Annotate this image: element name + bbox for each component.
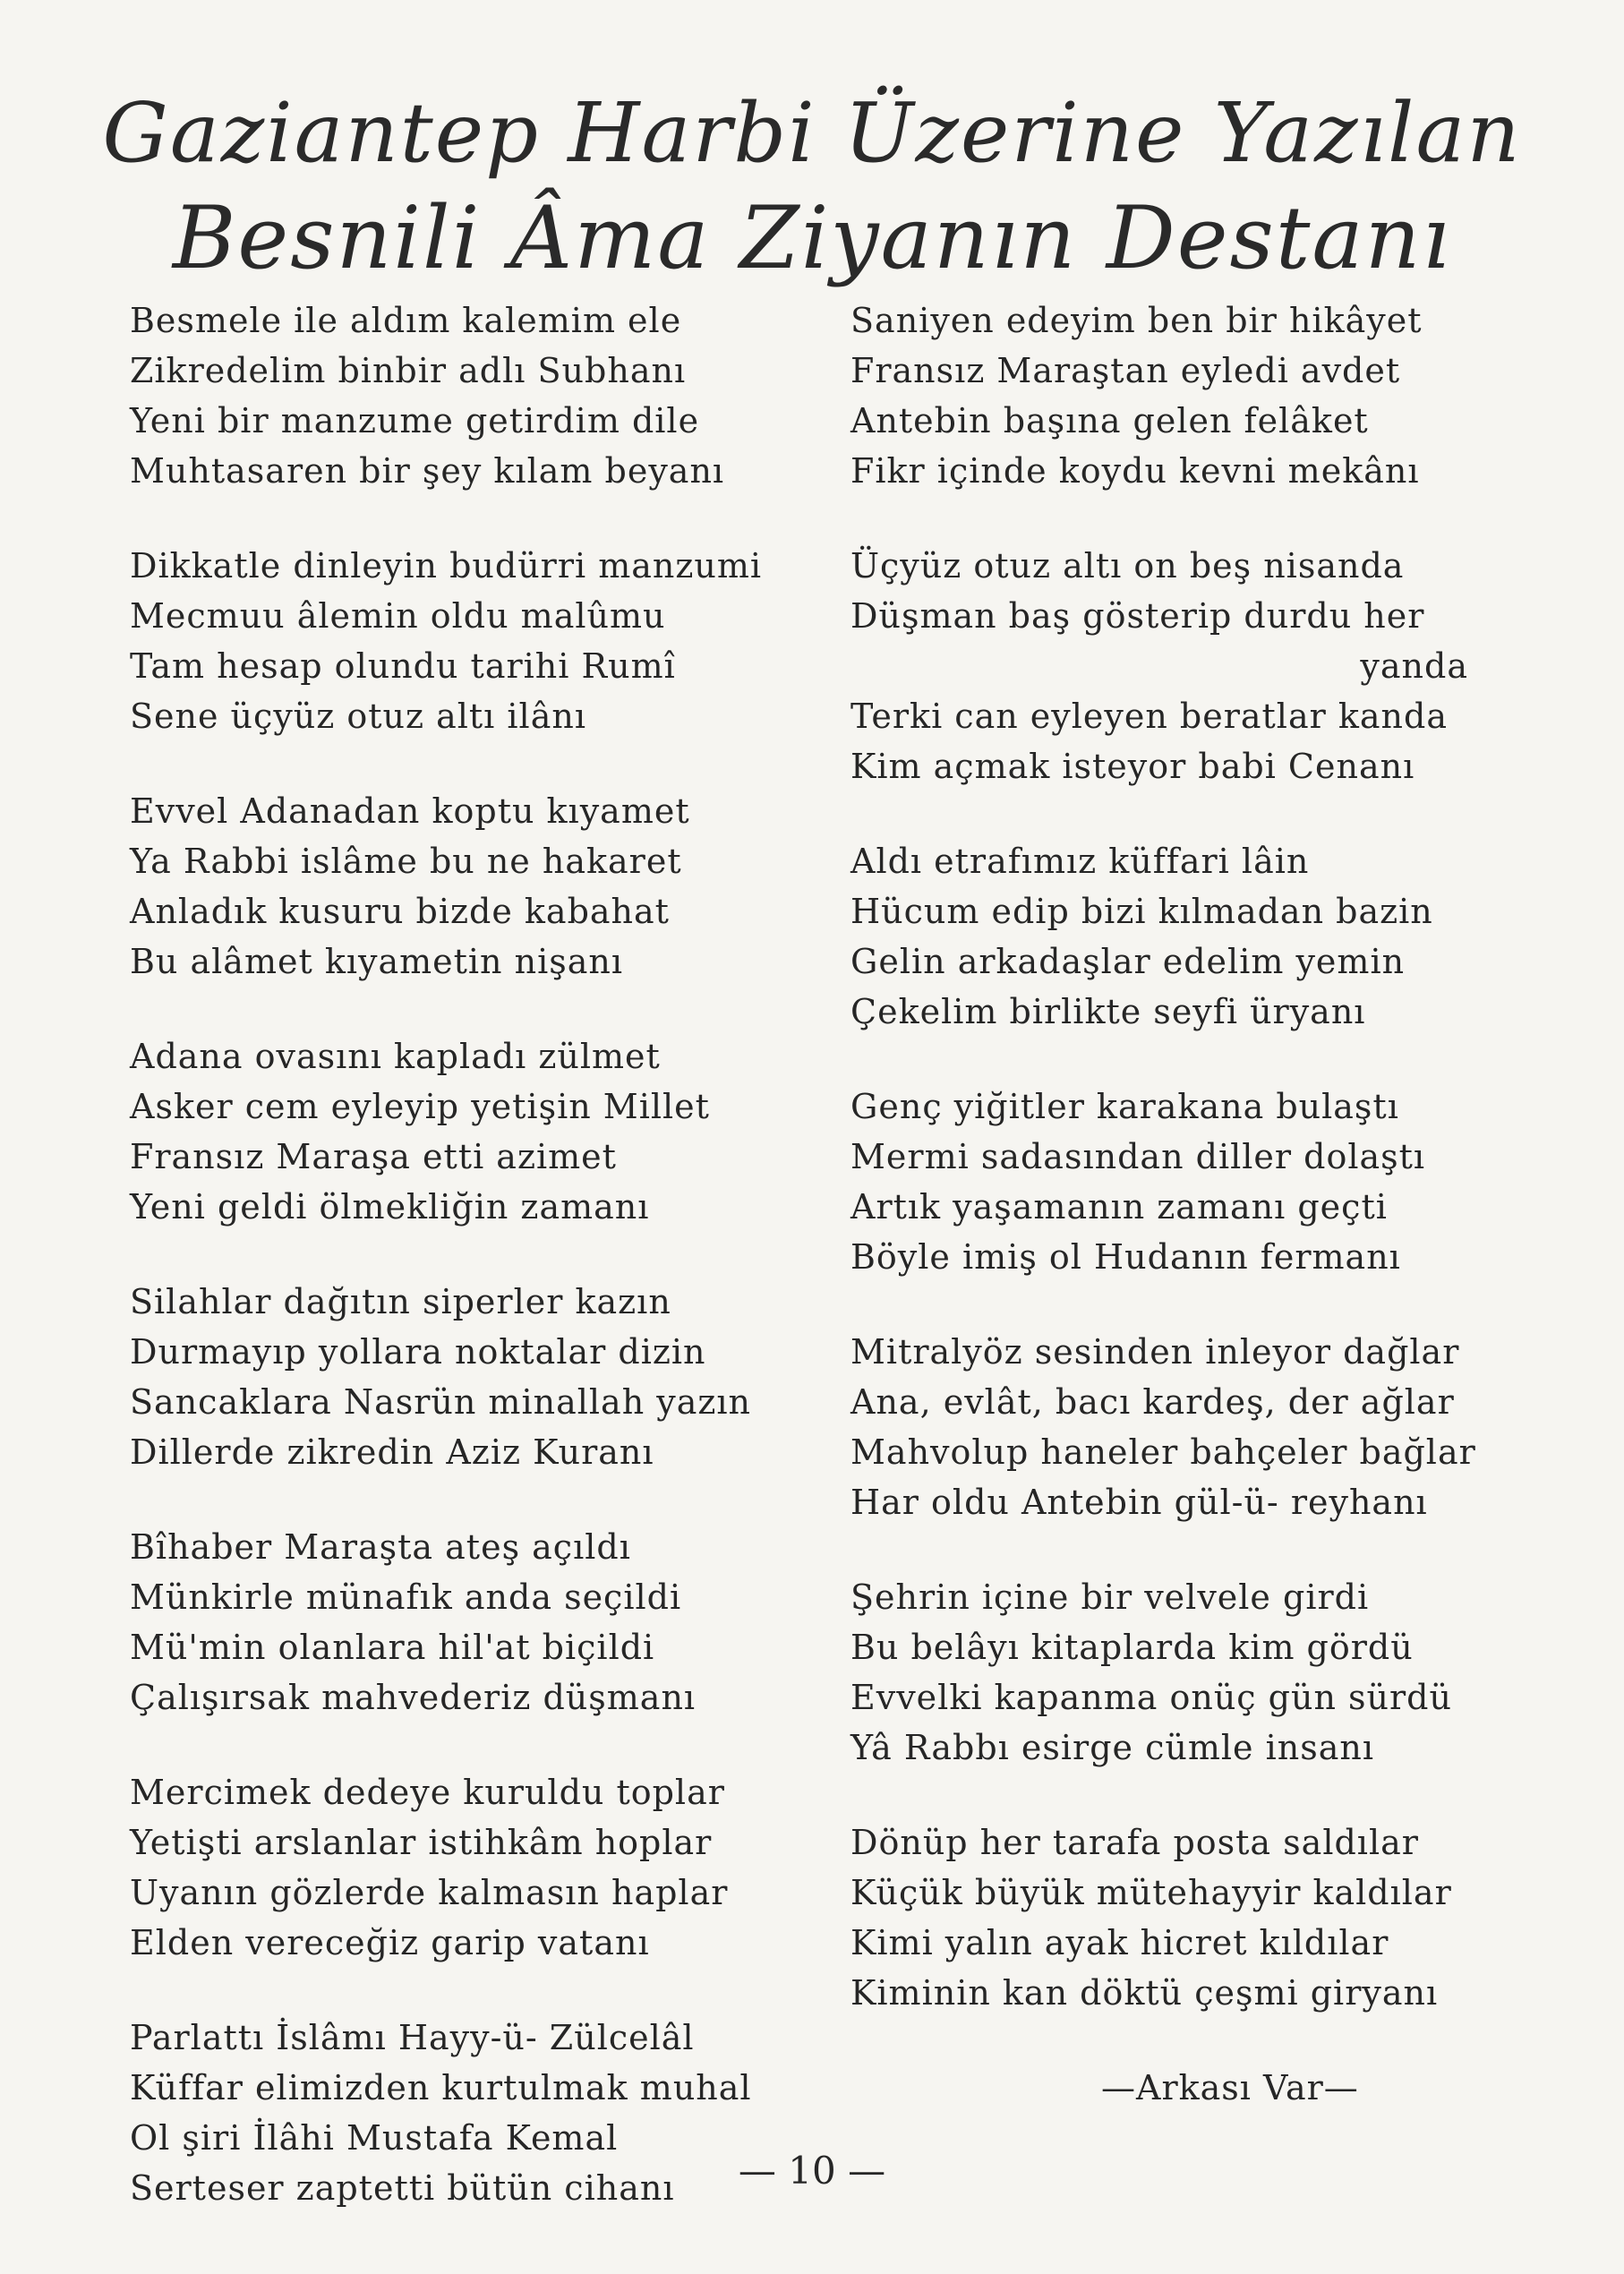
stanza — [130, 541, 864, 741]
stanza — [130, 1277, 864, 1477]
verse-line: Genç yiğitler karakana bulaştı — [850, 1087, 1399, 1126]
page-subtitle: Besnili Âma Ziyanın Destanı — [172, 188, 1452, 288]
stanza — [850, 1817, 1585, 2018]
verse-line: Bu belâyı kitaplarda kim gördü — [850, 1628, 1414, 1667]
verse-line: Yeni bir manzume getirdim dile — [130, 401, 700, 440]
verse-line: Sene üçyüz otuz altı ilânı — [130, 697, 586, 736]
verse-line: Dönüp her tarafa posta saldılar — [850, 1823, 1419, 1862]
verse-line: Parlattı İslâmı Hayy-ü- Zülcelâl — [130, 2018, 695, 2057]
verse-line: Fransız Maraştan eyledi avdet — [850, 351, 1401, 390]
verse-line: Mercimek dedeye kuruldu toplar — [130, 1773, 725, 1812]
verse-line: Har oldu Antebin gül-ü- reyhanı — [850, 1483, 1428, 1522]
verse-line: Fikr içinde koydu kevni mekânı — [850, 451, 1420, 491]
verse-line: Uyanın gözlerde kalmasın haplar — [130, 1873, 729, 1912]
verse-line: Elden vereceğiz garip vatanı — [130, 1923, 650, 1962]
right-column — [850, 295, 1585, 2063]
continued-note: —Arkası Var— — [1101, 2068, 1359, 2107]
stanza — [850, 541, 1585, 791]
verse-line: Ana, evlât, bacı kardeş, der ağlar — [850, 1382, 1455, 1422]
verse-line: Saniyen edeyim ben bir hikâyet — [850, 301, 1423, 340]
verse-line: Mermi sadasından diller dolaştı — [850, 1137, 1426, 1176]
stanza — [130, 786, 864, 987]
verse-line: Mahvolup haneler bahçeler bağlar — [850, 1432, 1476, 1472]
verse-line: Gelin arkadaşlar edelim yemin — [850, 942, 1406, 981]
stanza — [850, 836, 1585, 1037]
verse-line: Aldı etrafımız küffari lâin — [850, 842, 1310, 881]
verse-line: Şehrin içine bir velvele girdi — [850, 1577, 1370, 1617]
stanza — [850, 1327, 1585, 1527]
verse-line: Münkirle münafık anda seçildi — [130, 1577, 682, 1617]
verse-line: Mü'min olanlara hil'at biçildi — [130, 1628, 655, 1667]
verse-line: Silahlar dağıtın siperler kazın — [130, 1282, 671, 1321]
verse-line: Mitralyöz sesinden inleyor dağlar — [850, 1332, 1460, 1372]
verse-line: Ya Rabbi islâme bu ne hakaret — [130, 842, 682, 881]
left-column — [130, 295, 864, 2258]
page-title: Gaziantep Harbi Üzerine Yazılan — [102, 85, 1522, 181]
verse-line: Böyle imiş ol Hudanın fermanı — [850, 1237, 1401, 1277]
stanza — [130, 1031, 864, 1232]
verse-line: Yeni geldi ölmekliğin zamanı — [130, 1187, 650, 1227]
verse-line: Kimi yalın ayak hicret kıldılar — [850, 1923, 1389, 1962]
verse-line: Anladık kusuru bizde kabahat — [130, 892, 670, 931]
page-number: — 10 — — [738, 2149, 886, 2193]
verse-line: Kim açmak isteyor babi Cenanı — [850, 747, 1415, 786]
verse-line: Çekelim birlikte seyfi üryanı — [850, 992, 1366, 1031]
stanza — [130, 1522, 864, 1723]
stanza — [850, 295, 1585, 496]
stanza — [850, 1572, 1585, 1773]
verse-line: Üçyüz otuz altı on beş nisanda — [850, 546, 1405, 586]
verse-line: Yetişti arslanlar istihkâm hoplar — [130, 1823, 713, 1862]
verse-line: Asker cem eyleyip yetişin Millet — [130, 1087, 710, 1126]
verse-line: Artık yaşamanın zamanı geçti — [850, 1187, 1388, 1227]
verse-line: Adana ovasını kapladı zülmet — [130, 1037, 661, 1076]
verse-line: Kiminin kan döktü çeşmi giryanı — [850, 1973, 1439, 2013]
verse-line: Sancaklara Nasrün minallah yazın — [130, 1382, 752, 1422]
verse-line: Küçük büyük mütehayyir kaldılar — [850, 1873, 1452, 1912]
verse-line: Besmele ile aldım kalemim ele — [130, 301, 682, 340]
verse-line: Evvel Adanadan koptu kıyamet — [130, 791, 690, 831]
verse-line: Zikredelim binbir adlı Subhanı — [130, 351, 687, 390]
verse-line: Bîhaber Maraşta ateş açıldı — [130, 1527, 631, 1567]
verse-line: Düşman baş gösterip durdu her — [850, 596, 1425, 636]
verse-line: Dikkatle dinleyin budürri manzumi — [130, 546, 763, 586]
verse-line: Serteser zaptetti bütün cihanı — [130, 2168, 675, 2208]
verse-line: Dillerde zikredin Aziz Kuranı — [130, 1432, 654, 1472]
verse-line: Ol şiri İlâhi Mustafa Kemal — [130, 2118, 619, 2158]
verse-line: Fransız Maraşa etti azimet — [130, 1137, 617, 1176]
verse-line: Antebin başına gelen felâket — [850, 401, 1369, 440]
verse-line: yanda — [1360, 646, 1468, 686]
verse-line: Mecmuu âlemin oldu malûmu — [130, 596, 666, 636]
verse-line: Hücum edip bizi kılmadan bazin — [850, 892, 1433, 931]
verse-line: Bu alâmet kıyametin nişanı — [130, 942, 624, 981]
verse-line: Terki can eyleyen beratlar kanda — [850, 697, 1448, 736]
stanza — [130, 295, 864, 496]
stanza — [850, 1081, 1585, 1282]
verse-line: Tam hesap olundu tarihi Rumî — [130, 646, 676, 686]
verse-line: Küffar elimizden kurtulmak muhal — [130, 2068, 752, 2107]
verse-line: Çalışırsak mahvederiz düşmanı — [130, 1678, 697, 1717]
verse-line: Durmayıp yollara noktalar dizin — [130, 1332, 706, 1372]
verse-line: Yâ Rabbı esirge cümle insanı — [850, 1728, 1375, 1767]
stanza — [130, 1767, 864, 1968]
verse-line: Evvelki kapanma onüç gün sürdü — [850, 1678, 1452, 1717]
verse-line: Muhtasaren bir şey kılam beyanı — [130, 451, 725, 491]
